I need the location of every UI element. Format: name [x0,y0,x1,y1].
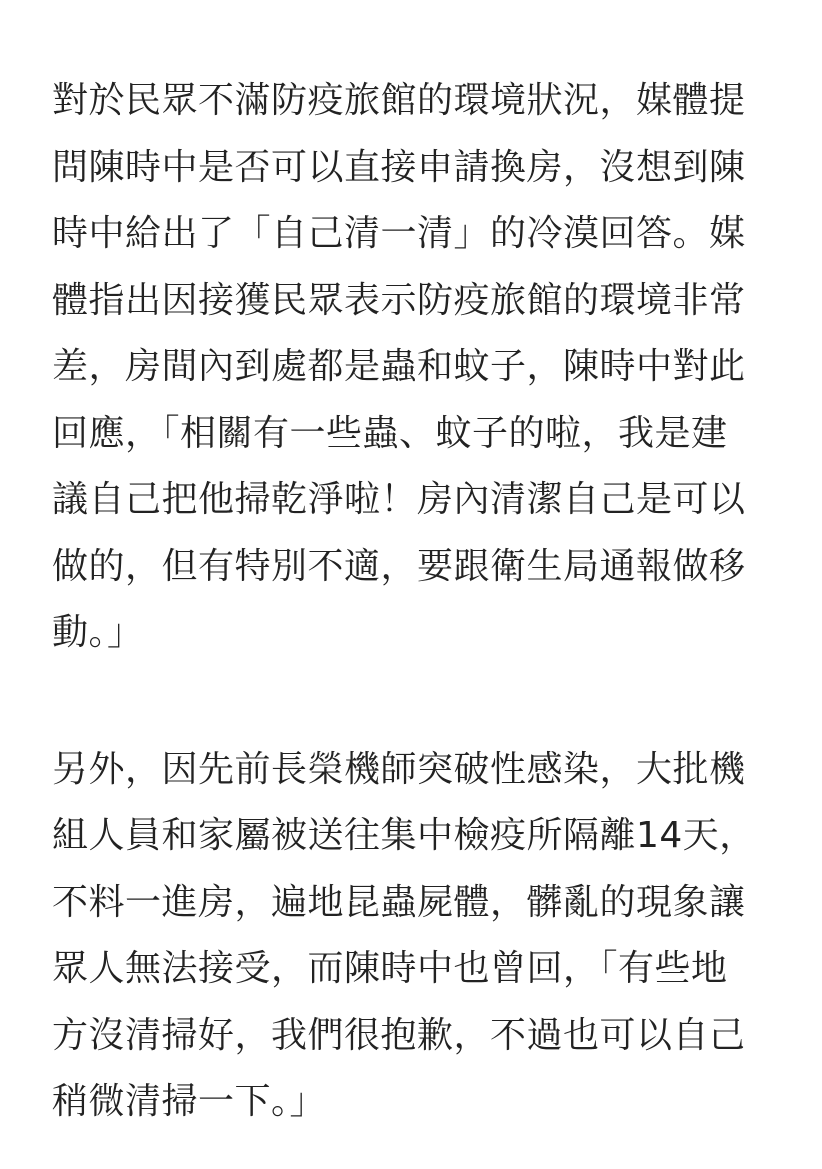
paragraph-1 [52,68,822,667]
text-line: 組人員和家屬被送往集中檢疫所隔離14天， [52,815,756,856]
text-line: 方沒清掃好，我們很抱歉，不過也可以自己 [52,1014,746,1056]
text-line: 差，房間內到處都是蟲和蚊子，陳時中對此 [52,346,746,387]
text-line: 問陳時中是否可以直接申請換房，沒想到陳 [52,146,746,188]
text-line: 對於民眾不滿防疫旅館的環境狀況，媒體提 [52,80,746,121]
text-line: 另外，因先前長榮機師突破性感染，大批機 [52,748,746,790]
paragraph-spacer [52,667,822,737]
article-body [0,68,822,1136]
text-line: 稍微清掃一下。」 [52,1081,327,1122]
text-line: 動。」 [52,612,144,653]
text-line: 做的，但有特別不適，要跟衛生局通報做移 [52,545,746,587]
text-line: 回應，「相關有一些蟲、蚊子的啦，我是建 [52,412,728,454]
text-line: 體指出因接獲民眾表示防疫旅館的環境非常 [52,279,746,321]
text-line: 不料一進房，遍地昆蟲屍體，髒亂的現象讓 [52,881,746,923]
text-line: 眾人無法接受，而陳時中也曾回，「有些地 [52,948,728,989]
paragraph-2 [52,737,822,1136]
text-line: 時中給出了「自己清一清」的冷漠回答。媒 [52,213,746,254]
text-line: 議自己把他掃乾淨啦！房內清潔自己是可以 [52,479,746,520]
